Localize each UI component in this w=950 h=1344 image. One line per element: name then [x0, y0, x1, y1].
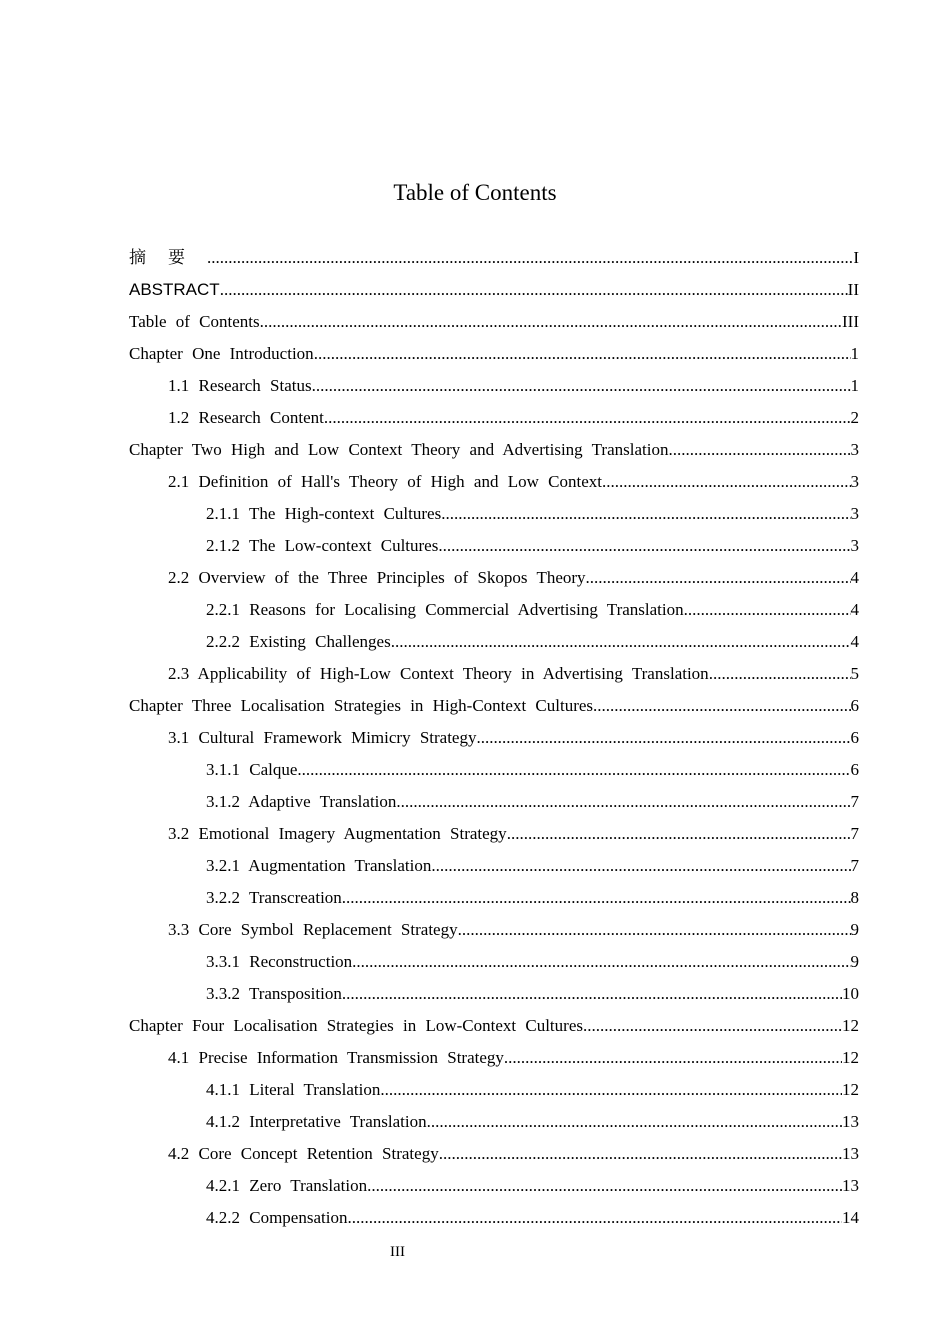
toc-entry-label: 3.3 Core Symbol Replacement Strategy	[168, 920, 458, 939]
footer-page-number: III	[390, 1244, 405, 1260]
toc-entry-label: 3.1.1 Calque	[206, 760, 298, 779]
toc-entry[interactable]	[129, 594, 859, 626]
toc-dot-leader	[668, 434, 850, 466]
toc-entry-label: 摘要	[129, 248, 207, 268]
toc-entry[interactable]	[129, 306, 859, 338]
toc-entry-label: Table of Contents	[129, 312, 260, 331]
toc-dot-leader	[476, 722, 850, 754]
toc-dot-leader	[427, 1106, 842, 1138]
toc-entry[interactable]	[129, 1042, 859, 1074]
toc-entry-page: 1	[850, 376, 859, 395]
toc-entry-label: 3.3.2 Transposition	[206, 984, 342, 1003]
toc-entry-page: III	[842, 312, 859, 331]
toc-entry-label: 1.2 Research Content	[168, 408, 324, 427]
toc-entry[interactable]	[129, 818, 859, 850]
toc-entry[interactable]	[129, 850, 859, 882]
toc-entry-label: 4.2.1 Zero Translation	[206, 1176, 368, 1195]
toc-entry-label: 4.2.2 Compensation	[206, 1208, 348, 1227]
toc-entry[interactable]	[129, 1010, 859, 1042]
toc-dot-leader	[220, 274, 848, 306]
toc-dot-leader	[583, 1010, 842, 1042]
toc-entry[interactable]	[129, 530, 859, 562]
toc-entry-label: 3.1 Cultural Framework Mimicry Strategy	[168, 728, 477, 747]
toc-entry[interactable]	[129, 754, 859, 786]
toc-entry-label: 2.3 Applicability of High-Low Context Theory in Advertising Translation	[168, 664, 709, 683]
toc-entry-label: 3.2 Emotional Imagery Augmentation Strategy	[168, 824, 507, 843]
toc-dot-leader	[342, 882, 851, 914]
toc-entry-page: 12	[842, 1048, 859, 1067]
toc-dot-leader	[260, 306, 842, 338]
toc-entry-page: 3	[850, 536, 859, 555]
toc-entry[interactable]	[129, 274, 859, 306]
toc-dot-leader	[602, 466, 851, 498]
toc-dot-leader	[709, 658, 851, 690]
toc-entry-label: 2.1.1 The High-context Cultures	[206, 504, 442, 523]
toc-dot-leader	[312, 370, 851, 402]
toc-entry-label: 2.2.1 Reasons for Localising Commercial Advertising Translation	[206, 600, 684, 619]
toc-entry-page: 3	[850, 504, 859, 523]
toc-entry-page: 7	[850, 824, 859, 843]
toc-entry-page: 12	[842, 1080, 859, 1099]
toc-entry[interactable]	[129, 946, 859, 978]
toc-dot-leader	[586, 562, 851, 594]
toc-entry-label: Chapter One Introduction	[129, 344, 314, 363]
toc-entry-page: 13	[842, 1112, 859, 1131]
toc-entry[interactable]	[129, 434, 859, 466]
toc-entry-page: 10	[842, 984, 859, 1003]
toc-entry-label: Chapter Four Localisation Strategies in Low-Context Cultures	[129, 1016, 583, 1035]
toc-dot-leader	[684, 594, 851, 626]
toc-entry[interactable]	[129, 626, 859, 658]
toc-entry[interactable]	[129, 338, 859, 370]
toc-dot-leader	[297, 754, 850, 786]
toc-entry-page: 13	[842, 1144, 859, 1163]
toc-entry-page: 7	[850, 792, 859, 811]
toc-dot-leader	[314, 338, 851, 370]
toc-dot-leader	[396, 786, 850, 818]
toc-dot-leader	[507, 818, 851, 850]
toc-entry[interactable]	[129, 722, 859, 754]
toc-entry-page: 6	[850, 696, 859, 715]
toc-entry[interactable]	[129, 1138, 859, 1170]
toc-entry-label: 3.3.1 Reconstruction	[206, 952, 353, 971]
toc-entry-page: 3	[850, 440, 859, 459]
toc-entry[interactable]	[129, 370, 859, 402]
toc-entry-page: 6	[850, 728, 859, 747]
toc-entry-page: 12	[842, 1016, 859, 1035]
toc-entry-page: 13	[842, 1176, 859, 1195]
toc-entry-label: 4.1 Precise Information Transmission Strategy	[168, 1048, 504, 1067]
toc-dot-leader	[352, 946, 850, 978]
toc-entry-label: 1.1 Research Status	[168, 376, 312, 395]
toc-entry[interactable]	[129, 1170, 859, 1202]
toc-entry-label: 3.2.1 Augmentation Translation	[206, 856, 432, 875]
toc-entry[interactable]	[129, 242, 859, 274]
toc-entry[interactable]	[129, 658, 859, 690]
toc-entry-page: 4	[850, 632, 859, 651]
toc-entry[interactable]	[129, 690, 859, 722]
toc-dot-leader	[324, 402, 851, 434]
toc-entry-page: 9	[850, 920, 859, 939]
toc-entry-label: Chapter Three Localisation Strategies in High-Context Cultures	[129, 696, 594, 715]
toc-entry[interactable]	[129, 786, 859, 818]
toc-entry-label: 2.2 Overview of the Three Principles of Skopos Theory	[168, 568, 586, 587]
toc-entry[interactable]	[129, 914, 859, 946]
toc-entry[interactable]	[129, 1202, 859, 1234]
toc-entry-label: 4.2 Core Concept Retention Strategy	[168, 1144, 439, 1163]
toc-entry[interactable]	[129, 466, 859, 498]
toc-entry-page: 9	[850, 952, 859, 971]
toc-dot-leader	[438, 530, 850, 562]
toc-entry[interactable]	[129, 882, 859, 914]
toc-dot-leader	[380, 1074, 842, 1106]
toc-entry-label: ABSTRACT	[129, 280, 220, 299]
toc-entry-label: 4.1.2 Interpretative Translation	[206, 1112, 427, 1131]
toc-entry-page: 2	[850, 408, 859, 427]
toc-entry[interactable]	[129, 562, 859, 594]
toc-entry-page: 6	[850, 760, 859, 779]
toc-dot-leader	[458, 914, 851, 946]
toc-entry-page: II	[847, 280, 859, 299]
toc-entry-page: 14	[842, 1208, 859, 1227]
toc-dot-leader	[367, 1170, 842, 1202]
toc-dot-leader	[347, 1202, 842, 1234]
toc-entry[interactable]	[129, 402, 859, 434]
toc-entry-label: 2.1.2 The Low-context Cultures	[206, 536, 439, 555]
toc-dot-leader	[342, 978, 842, 1010]
toc-entry-label: Chapter Two High and Low Context Theory and Advertising Translation	[129, 440, 669, 459]
toc-dot-leader	[439, 1138, 842, 1170]
toc-dot-leader	[441, 498, 850, 530]
toc-entry-page: 3	[850, 472, 859, 491]
toc-dot-leader	[593, 690, 850, 722]
toc-entry-label: 4.1.1 Literal Translation	[206, 1080, 381, 1099]
page-title: Table of Contents	[393, 180, 557, 205]
toc-entry[interactable]	[129, 1106, 859, 1138]
toc-dot-leader	[391, 626, 851, 658]
table-of-contents	[129, 242, 859, 1234]
toc-dot-leader	[431, 850, 850, 882]
toc-entry-page: I	[853, 248, 859, 267]
toc-entry-label: 3.2.2 Transcreation	[206, 888, 342, 907]
toc-entry-page: 1	[850, 344, 859, 363]
toc-entry-page: 5	[850, 664, 859, 683]
toc-entry[interactable]	[129, 498, 859, 530]
toc-entry-label: 3.1.2 Adaptive Translation	[206, 792, 397, 811]
toc-entry-page: 7	[850, 856, 859, 875]
toc-entry-label: 2.1 Definition of Hall's Theory of High and Low Context	[168, 472, 602, 491]
toc-entry-page: 8	[850, 888, 859, 907]
toc-entry-label: 2.2.2 Existing Challenges	[206, 632, 391, 651]
toc-entry-page: 4	[850, 600, 859, 619]
toc-entry-page: 4	[850, 568, 859, 587]
toc-entry[interactable]	[129, 1074, 859, 1106]
toc-entry[interactable]	[129, 978, 859, 1010]
toc-dot-leader	[504, 1042, 842, 1074]
toc-dot-leader	[207, 242, 853, 274]
